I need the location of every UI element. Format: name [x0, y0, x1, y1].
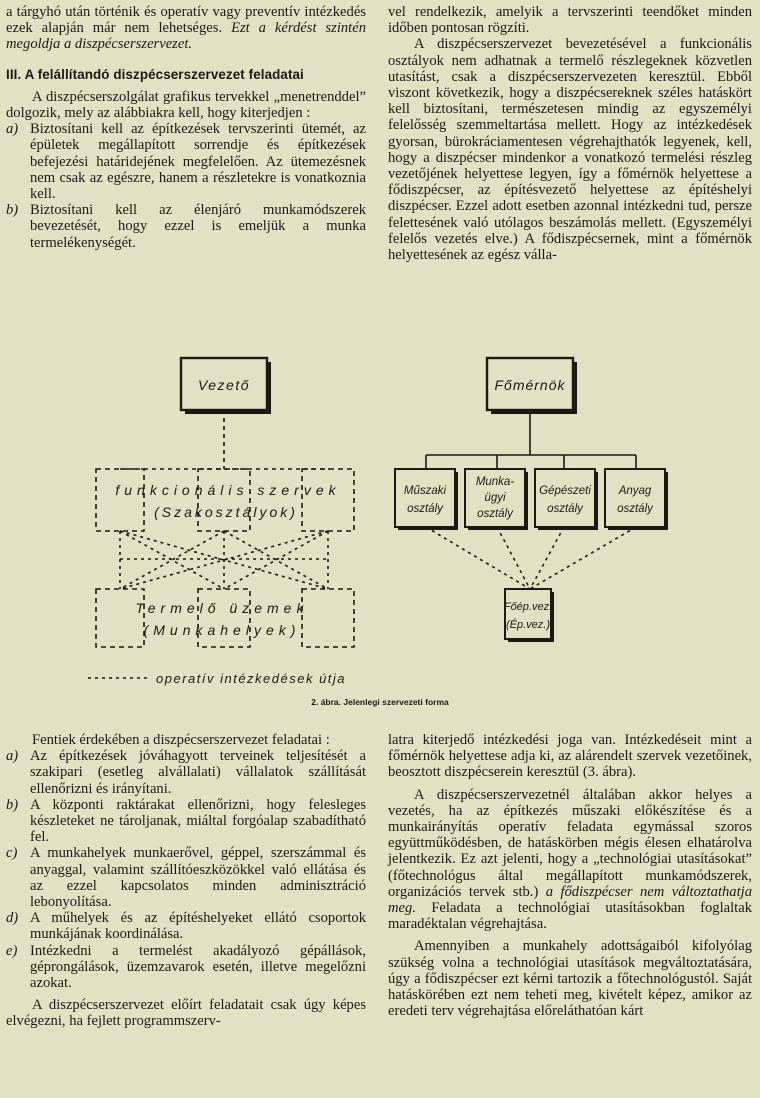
dept-label: Műszaki — [403, 485, 447, 497]
italic-sentence: Ezt a kérdést szintén megoldja a diszpécserszervezet. — [6, 20, 366, 53]
plants-sublabel: (Munkahelyek) — [143, 622, 301, 638]
paragraph: A diszpécserszervezetnél általában akkor helyes a vezetés, ha az építkezés műszaki előkészítése és a munkairányítás operatív feladata egymással szoros együttműködésben, de hatáskörben mégis élesen elhatárolva jelentkezik. Ez azt jelenti, hogy a „technológiai utasításokat” (főtechnológus által megállapított munkamódszerek, organizációs tervek stb.) a fődiszpécser nem változtathatja meg. Feladata a technológiai utasításokban foglaltak maradéktalan végrehajtása. — [388, 786, 752, 933]
italic-phrase: a fődiszpécser nem változtathatja meg. — [388, 883, 752, 917]
plants-label: Termelő üzemek — [135, 600, 309, 616]
epvez-label: (Ép.vez.) — [505, 619, 551, 631]
column-2 — [388, 4, 752, 263]
dept-box-gepeszeti — [535, 469, 595, 527]
paragraph: A diszpécserszervezet bevezetésével a funkcionális osztályok nem adhatnak a termelő részlegeknek közvetlen utasítást, csak a diszpécserszervezeten keresztül. Ebből viszont következik, hogy a diszpécsereknek széles hatáskört kell biztosítani, természetesen mindig az egyszemélyi felelősség szemmeltartása mellett. Hogy az intézkedések gyorsan, bürokráciamentesen végrehajthatók legyenek, kell, hogy a diszpécser mindenkor a vonatkozó termelési részleg vezetőjének helyettese legyen, így a főmérnök helyettese a fődiszpécser, az építésvezető helyettese az építéshelyi diszpécser. Ezzel adott esetben azonnal intézkedni tud, persze felettesének való utólagos beszámolás mellett. (Egyszemélyi felelős vezetés elve.) A fődiszpécsernek, mint a főmérnök helyettesének az egész válla- — [388, 36, 752, 264]
list-item: b) Biztosítani kell az élenjáró munkamódszerek bevezetését, hogy ezzel is emeljük a munka termelékenységét. — [6, 202, 366, 251]
list-item: a) Biztosítani kell az építkezések tervszerinti ütemét, az épületek megállapított sorrendje és építkezések befejezési határidejének megfelelően. Az ütemezésnek nem csak az egészre, hanem a részletekre is vonatkoznia kell. — [6, 121, 366, 203]
foemernok-label: Főmérnök — [494, 377, 566, 393]
figure-caption: 2. ábra. Jelenlegi szervezeti forma — [311, 697, 449, 707]
dept-label: osztály — [617, 503, 653, 515]
operative-lines-right — [426, 527, 636, 589]
dept-label: Munka- — [475, 476, 515, 488]
column-4 — [388, 732, 752, 1019]
column-1 — [6, 4, 366, 251]
dept-box-anyag — [605, 469, 665, 527]
list-item: e) Intézkedni a termelést akadályozó gépállások, géprongálások, üzemzavarok esetén, illetve megelőzni azokat. — [6, 942, 366, 992]
dept-label: Anyag — [618, 485, 652, 497]
org-chart-figure — [0, 345, 760, 715]
plant-box-right — [302, 589, 354, 647]
operative-lines — [120, 531, 328, 589]
paragraph: a tárgyhó után történik és operatív vagy preventív intézkedés ezek alapján már nem lehetséges. Ezt a kérdést szintén megoldja a diszpécserszervezet. — [6, 4, 366, 53]
paragraph: vel rendelkezik, amelyik a tervszerinti teendőket minden időben pontosan rögzíti. — [388, 4, 752, 37]
functional-box-left — [96, 469, 144, 531]
plant-box-left — [96, 589, 144, 647]
functional-box-right — [302, 469, 354, 531]
legend-label: operatív intézkedések útja — [156, 671, 347, 686]
section-heading: III. A felállítandó diszpécserszervezet feladatai — [6, 66, 304, 82]
vezeto-label: Vezető — [197, 377, 251, 393]
functional-box-middle — [198, 469, 250, 531]
dept-label: osztály — [547, 503, 583, 515]
paragraph: latra kiterjedő intézkedési joga van. Intézkedéseit mint a főmérnök helyettese adja ki, az alárendelt szervek vezetőinek, beosztott diszpécserein keresztül (3. ábra). — [388, 732, 752, 781]
foepvez-box — [505, 589, 551, 639]
dept-box-muszaki — [395, 469, 455, 527]
list-item: b) A központi raktárakat ellenőrizni, hogy felesleges készleteket ne tároljanak, miáltal forgóalap szabadítható fel. — [6, 796, 366, 846]
dept-label: osztály — [407, 503, 443, 515]
foepvez-label: Főép.vez. — [503, 601, 553, 613]
functional-label: funkcionális szervek — [115, 482, 341, 498]
plant-box-middle — [198, 589, 250, 647]
paragraph: A diszpécserszervezet előírt feladatait csak úgy képes elvégezni, ha fejlett programmszerv- — [6, 997, 366, 1030]
dept-label: Gépészeti — [539, 485, 591, 497]
list-item: d) A műhelyek és az építéshelyeket ellátó csoportok munkájának koordinálása. — [6, 910, 366, 943]
dept-label: ügyi — [484, 492, 506, 504]
paragraph: Fentiek érdekében a diszpécserszervezet feladatai : — [32, 732, 330, 748]
functional-sublabel: (Szakosztályok) — [154, 504, 298, 520]
dept-label: osztály — [477, 508, 513, 520]
paragraph: A diszpécserszolgálat grafikus tervekkel „menetrenddel” dolgozik, mely az alábbiakra kell, hogy kiterjedjen : — [6, 88, 366, 122]
column-3 — [6, 732, 366, 1030]
list-item: c) A munkahelyek munkaerővel, géppel, szerszámmal és anyaggal, valamint szállítóeszközökkel való ellátása és az ezzel kapcsolatos minden adminisztráció lebonyolítása. — [6, 845, 366, 911]
paragraph: Amennyiben a munkahely adottságaiból kifolyólag szükség volna a technológiai utasítások megváltoztatására, úgy a fődiszpécser ezt kérni tartozik a főtechnológustól. Saját hatáskörében ezt nem teheti meg, kivételt képez, amikor az eredeti terv végrehajtása előreláthatóan kárt — [388, 938, 752, 1020]
list-item: a) Az építkezések jóváhagyott terveinek teljesítését a szakipari (esetleg alvállalati) vállalatok szállítását ellenőrizni és irányítani. — [6, 748, 366, 797]
